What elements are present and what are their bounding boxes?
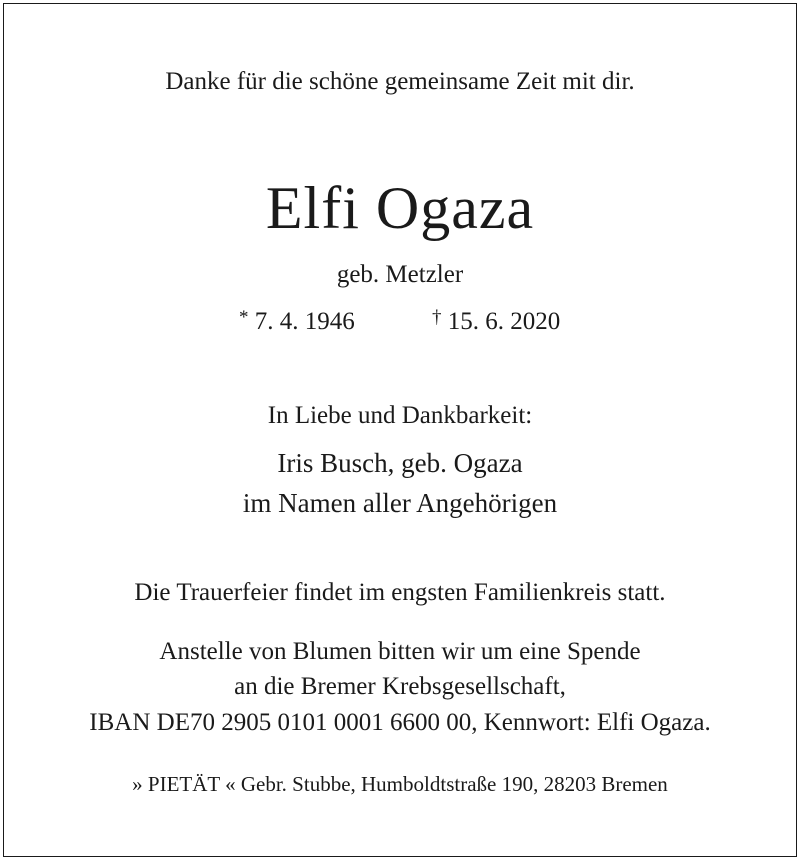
mourner-subtitle: im Namen aller Angehörigen [242,488,558,518]
birth-date: 7. 4. 1946 [254,308,355,335]
death-date-group [432,307,560,336]
obituary-notice [3,3,797,857]
donation-line-2: an die Bremer Krebsgesellschaft, [234,673,566,700]
deceased-name: Elfi Ogaza [265,175,535,241]
funeral-note: Die Trauerfeier findet im engsten Familienkreis statt. [134,579,666,606]
death-cross-icon: † [432,307,442,328]
love-line: In Liebe und Dankbarkeit: [267,402,533,429]
birth-star-icon: * [239,307,249,328]
death-date: 15. 6. 2020 [447,308,561,335]
donation-line-3: IBAN DE70 2905 0101 0001 6600 00, Kennwort: Elfi Ogaza. [89,709,711,736]
maiden-name: geb. Metzler [336,261,464,288]
mourner-name: Iris Busch, geb. Ogaza [277,448,523,478]
undertaker-line: » PIETÄT « Gebr. Stubbe, Humboldtstraße 190, 28203 Bremen [132,772,668,796]
intro-line: Danke für die schöne gemeinsame Zeit mit dir. [165,68,635,95]
birth-date-group [239,307,355,336]
donation-line-1: Anstelle von Blumen bitten wir um eine Spende [159,638,641,665]
